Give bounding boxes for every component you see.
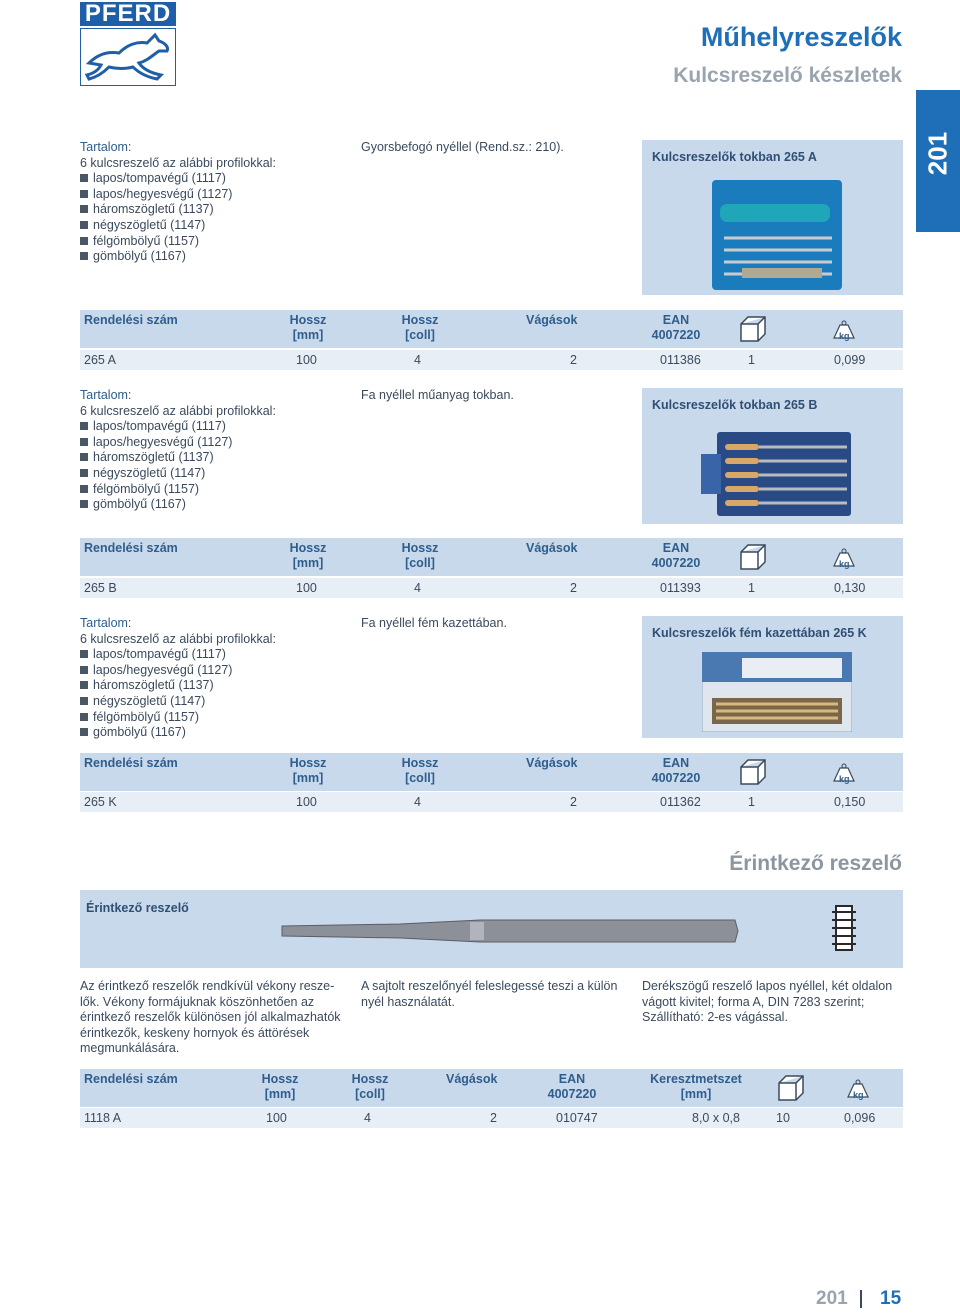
contact-file-image xyxy=(280,914,740,948)
list-item: félgömbölyű (1157) xyxy=(80,482,350,498)
cell-length-coll: 4 xyxy=(414,795,421,809)
page-title: Műhelyreszelők xyxy=(700,22,902,52)
cell-ean: 010747 xyxy=(556,1111,598,1125)
package-icon xyxy=(738,314,768,342)
col-ean: EAN 4007220 xyxy=(651,313,701,342)
cell-cross-section: 8,0 x 0,8 xyxy=(692,1111,740,1125)
logo-text: PFERD xyxy=(80,2,176,26)
col-kg: kg xyxy=(839,559,850,569)
list-item: négyszögletű (1147) xyxy=(80,218,350,234)
cell-kg: 0,150 xyxy=(834,795,866,809)
set-k-photo xyxy=(642,616,903,738)
chapter-number: 201 xyxy=(922,131,953,176)
list-item: gömbölyű (1167) xyxy=(80,249,350,265)
package-icon xyxy=(738,757,768,785)
set-b-handle-note: Fa nyéllel műanyag tokban. xyxy=(361,388,514,402)
col-cuts: Vágások xyxy=(526,313,578,327)
text-line: A sajtolt reszelőnyél feleslegessé teszi a külön xyxy=(361,979,618,993)
col-length-coll: Hossz [coll] xyxy=(401,313,439,342)
cell-length-coll: 4 xyxy=(364,1111,371,1125)
list-item: félgömbölyű (1157) xyxy=(80,234,350,250)
contents-intro: 6 kulcsreszelő az alábbi profilokkal: xyxy=(80,155,276,170)
package-icon xyxy=(776,1073,806,1101)
set-k-handle-note: Fa nyéllel fém kazettában. xyxy=(361,616,507,630)
text-line: érintkező reszelők különösen jól alkalmazhatók xyxy=(80,1010,341,1025)
col-ean: EAN 4007220 xyxy=(651,756,701,785)
list-item: lapos/tompavégű (1117) xyxy=(80,647,350,663)
list-item: lapos/hegyesvégű (1127) xyxy=(80,663,350,679)
contents-title: Tartalom: xyxy=(80,616,132,630)
package-icon xyxy=(738,542,768,570)
col-order-no: Rendelési szám xyxy=(84,541,178,555)
file-set-in-case-image xyxy=(712,180,842,290)
col-length-mm: Hossz [mm] xyxy=(289,756,327,785)
section-title: Érintkező reszelő xyxy=(729,852,902,875)
col-length-mm: Hossz [mm] xyxy=(289,313,327,342)
list-item: háromszögletű (1137) xyxy=(80,450,350,466)
list-item: félgömbölyű (1157) xyxy=(80,710,350,726)
list-item: négyszögletű (1147) xyxy=(80,466,350,482)
cell-length-coll: 4 xyxy=(414,581,421,595)
col-kg: kg xyxy=(839,331,850,341)
cell-cuts: 2 xyxy=(570,581,577,595)
cell-cuts: 2 xyxy=(490,1111,497,1125)
col-order-no: Rendelési szám xyxy=(84,756,178,770)
col-cuts: Vágások xyxy=(446,1072,498,1086)
cell-order-no: 265 A xyxy=(84,353,116,367)
col-kg: kg xyxy=(853,1090,864,1100)
page-subtitle: Kulcsreszelő készletek xyxy=(673,64,902,87)
cell-ean: 011386 xyxy=(660,353,701,367)
list-item: háromszögletű (1137) xyxy=(80,202,350,218)
text-line: nyél használatát. xyxy=(361,994,455,1009)
col-ean: EAN 4007220 xyxy=(651,541,701,570)
cell-ean: 011393 xyxy=(660,581,701,595)
list-item: lapos/tompavégű (1117) xyxy=(80,419,350,435)
col-length-mm: Hossz [mm] xyxy=(261,1072,299,1101)
cell-order-no: 265 B xyxy=(84,581,117,595)
cell-pack: 10 xyxy=(776,1111,790,1125)
set-a-contents xyxy=(80,140,350,265)
text-line: vágott kivitel; forma A, DIN 7283 szerint; xyxy=(642,994,865,1009)
description-col-1 xyxy=(80,979,350,1057)
file-set-in-cassette-image xyxy=(702,652,852,732)
col-ean: EAN 4007220 xyxy=(547,1072,597,1101)
pferd-logo xyxy=(80,2,176,86)
table-row xyxy=(80,792,903,812)
cut-profile-icon xyxy=(830,904,858,952)
cell-pack: 1 xyxy=(748,581,755,595)
list-item: négyszögletű (1147) xyxy=(80,694,350,710)
cell-order-no: 1118 A xyxy=(84,1111,122,1125)
cell-length-mm: 100 xyxy=(266,1111,287,1125)
file-set-in-case-image xyxy=(697,430,857,520)
text-line: Az érintkező reszelők rendkívül vékony resze- xyxy=(80,979,335,993)
description-col-2 xyxy=(361,979,631,1010)
band-label: Érintkező reszelő xyxy=(86,901,189,915)
table-row xyxy=(80,1108,903,1128)
footer-section-number: 201 xyxy=(816,1288,848,1309)
cell-order-no: 265 K xyxy=(84,795,117,809)
set-a-photo xyxy=(642,140,903,295)
col-length-coll: Hossz [coll] xyxy=(351,1072,389,1101)
col-order-no: Rendelési szám xyxy=(84,1072,178,1086)
contents-intro: 6 kulcsreszelő az alábbi profilokkal: xyxy=(80,631,276,646)
cell-pack: 1 xyxy=(748,353,755,367)
text-line: érintkezők, keskeny hornyok és áttörések xyxy=(80,1025,310,1040)
set-b-contents xyxy=(80,388,350,513)
horse-emblem xyxy=(80,28,176,86)
footer-divider xyxy=(860,1290,862,1308)
set-a-handle-note: Gyorsbefogó nyéllel (Rend.sz.: 210). xyxy=(361,140,564,154)
text-line: lők. Vékony formájuknak köszönhetően az xyxy=(80,994,315,1009)
col-length-coll: Hossz [coll] xyxy=(401,756,439,785)
cell-ean: 011362 xyxy=(660,795,701,809)
cell-length-mm: 100 xyxy=(296,353,317,367)
set-k-contents xyxy=(80,616,350,741)
text-line: Derékszögű reszelő lapos nyéllel, két oldalon xyxy=(642,979,893,993)
table-header-a xyxy=(80,310,903,348)
col-kg: kg xyxy=(839,774,850,784)
cell-length-mm: 100 xyxy=(296,795,317,809)
col-cross-section: Keresztmetszet [mm] xyxy=(650,1072,742,1101)
cell-length-mm: 100 xyxy=(296,581,317,595)
list-item: lapos/hegyesvégű (1127) xyxy=(80,187,350,203)
col-length-coll: Hossz [coll] xyxy=(401,541,439,570)
list-item: gömbölyű (1167) xyxy=(80,725,350,741)
chapter-tab xyxy=(916,90,960,232)
col-cuts: Vágások xyxy=(526,756,578,770)
description-col-3 xyxy=(642,979,912,1026)
table-header-b xyxy=(80,538,903,576)
col-length-mm: Hossz [mm] xyxy=(289,541,327,570)
list-item: lapos/hegyesvégű (1127) xyxy=(80,435,350,451)
photo-caption: Kulcsreszelők tokban 265 A xyxy=(652,150,817,164)
cell-pack: 1 xyxy=(748,795,755,809)
photo-caption: Kulcsreszelők tokban 265 B xyxy=(652,398,818,412)
list-item: háromszögletű (1137) xyxy=(80,678,350,694)
cell-kg: 0,130 xyxy=(834,581,866,595)
col-order-no: Rendelési szám xyxy=(84,313,178,327)
table-header-k xyxy=(80,753,903,791)
list-item: lapos/tompavégű (1117) xyxy=(80,171,350,187)
cell-kg: 0,099 xyxy=(834,353,866,367)
contact-file-band xyxy=(80,890,903,968)
text-line: Szállítható: 2-es vágással. xyxy=(642,1010,788,1025)
photo-caption: Kulcsreszelők fém kazettában 265 K xyxy=(652,626,867,640)
cell-cuts: 2 xyxy=(570,795,577,809)
contents-title: Tartalom: xyxy=(80,388,132,402)
contents-title: Tartalom: xyxy=(80,140,132,154)
table-row xyxy=(80,350,903,370)
table-row xyxy=(80,578,903,598)
table-header-contact xyxy=(80,1069,903,1107)
col-cuts: Vágások xyxy=(526,541,578,555)
set-b-photo xyxy=(642,388,903,524)
list-item: gömbölyű (1167) xyxy=(80,497,350,513)
cell-cuts: 2 xyxy=(570,353,577,367)
page-number: 15 xyxy=(880,1288,902,1309)
text-line: megmunkálására. xyxy=(80,1041,180,1056)
cell-length-coll: 4 xyxy=(414,353,421,367)
cell-kg: 0,096 xyxy=(844,1111,876,1125)
contents-intro: 6 kulcsreszelő az alábbi profilokkal: xyxy=(80,403,276,418)
